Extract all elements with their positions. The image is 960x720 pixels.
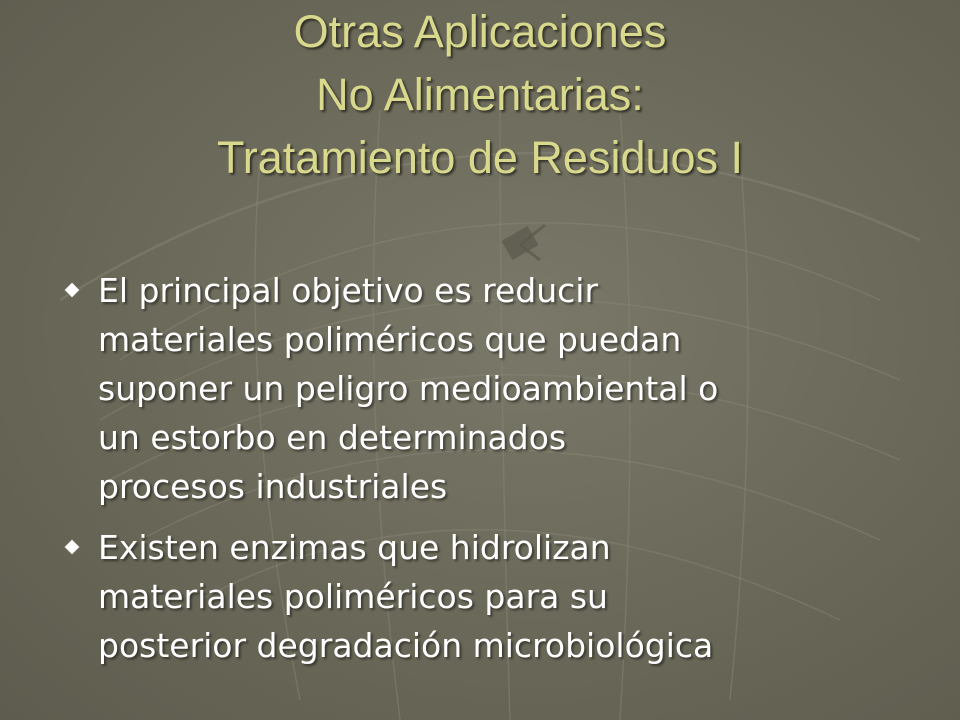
bullet-1-line-1: El principal objetivo es reducir (98, 271, 599, 310)
bullet-2-line-1: Existen enzimas que hidrolizan (98, 528, 611, 567)
title-line-3: Tratamiento de Residuos I (216, 132, 744, 183)
bullet-1-line-5: procesos industriales (98, 467, 448, 506)
bullet-2-line-3: posterior degradación microbiológica (98, 626, 714, 665)
bullet-1-line-4: un estorbo en determinados (98, 418, 567, 457)
title-line-1: Otras Aplicaciones (293, 6, 667, 57)
bullet-2-line-2: materiales poliméricos para su (98, 577, 608, 616)
bullet-item-1 (62, 266, 922, 511)
bullet-item-2 (62, 523, 922, 670)
diamond-bullet-icon (62, 537, 82, 557)
slide-title (0, 0, 960, 189)
bullet-1-line-2: materiales poliméricos que puedan (98, 320, 682, 359)
title-line-2: No Alimentarias: (316, 69, 644, 120)
diamond-bullet-icon (62, 280, 82, 300)
bullet-list (62, 266, 922, 682)
bullet-1-line-3: suponer un peligro medioambiental o (98, 369, 719, 408)
